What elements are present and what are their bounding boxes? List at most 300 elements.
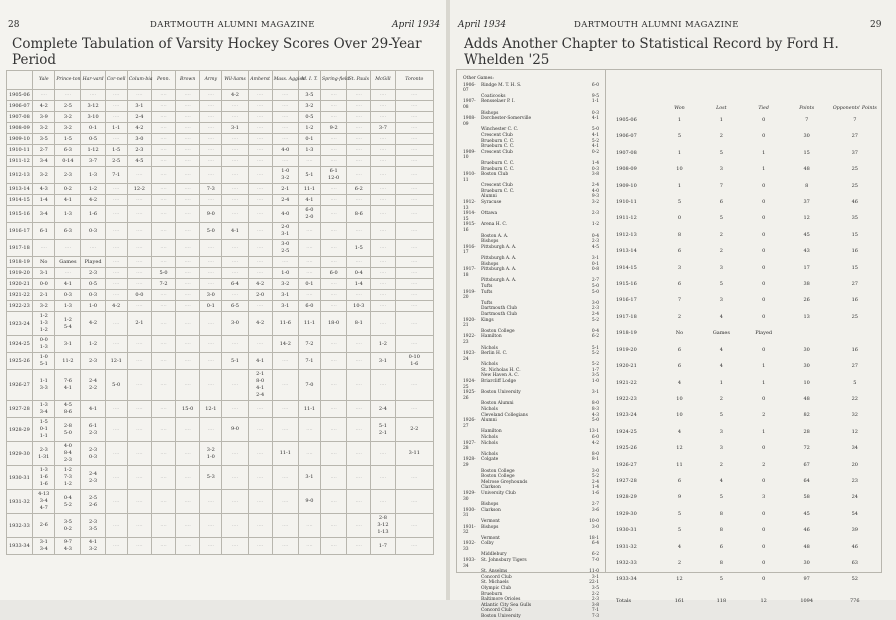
column-header: Penn. xyxy=(151,71,175,90)
other-game-season: 1906-07 xyxy=(463,82,476,94)
score-cell: ···· xyxy=(272,538,298,555)
other-game-score: 2-3 xyxy=(591,597,599,603)
record-cell-tied: 1 xyxy=(762,379,766,386)
score-cell: ···· xyxy=(222,466,248,490)
score-cell: ···· xyxy=(347,223,371,240)
other-game-score: 4-1 xyxy=(591,144,599,150)
score-cell: 4-1 xyxy=(81,401,105,418)
record-cell-opp: 16 xyxy=(851,346,858,353)
other-game-row xyxy=(463,318,603,329)
score-cell: ···· xyxy=(151,538,175,555)
score-cell: 1-2 1-3 1-2 xyxy=(33,312,55,336)
score-cell: ···· xyxy=(395,290,433,301)
score-cell: ···· xyxy=(105,112,127,123)
score-cell: ···· xyxy=(151,301,175,312)
score-cell: ···· xyxy=(395,112,433,123)
other-game-season: 1929-30 xyxy=(463,490,476,502)
score-cell: 3-1 xyxy=(272,290,298,301)
record-cell-year: 1928-29 xyxy=(616,494,637,501)
score-cell: 2-5 xyxy=(105,156,127,167)
record-cell-lost: 2 xyxy=(719,461,723,468)
score-cell: ···· xyxy=(222,145,248,156)
score-cell: ···· xyxy=(395,167,433,184)
score-cell: ···· xyxy=(151,223,175,240)
record-cell-points: 30 xyxy=(803,346,810,353)
score-cell: 2-5 2-6 xyxy=(81,490,105,514)
score-cell: ···· xyxy=(298,257,320,268)
record-cell-points: 30 xyxy=(803,363,810,370)
score-cell: ···· xyxy=(176,206,200,223)
score-cell: ···· xyxy=(371,442,395,466)
score-cell: ···· xyxy=(151,401,175,418)
score-cell: ···· xyxy=(321,90,347,101)
record-row xyxy=(615,457,881,473)
score-cell: ···· xyxy=(222,206,248,223)
other-game-score: 6-0 xyxy=(591,435,599,440)
score-cell: ···· xyxy=(200,112,222,123)
record-cell-won: 4 xyxy=(677,543,682,550)
score-cell: ···· xyxy=(127,195,151,206)
record-cell-opp: 63 xyxy=(851,559,858,566)
score-cell: ···· xyxy=(176,240,200,257)
score-cell: ···· xyxy=(200,370,222,401)
score-cell: ···· xyxy=(176,156,200,167)
score-cell: ···· xyxy=(200,279,222,290)
record-cell-opp: 35 xyxy=(851,215,858,222)
other-game-team: Ottawa xyxy=(481,211,498,217)
score-cell: ···· xyxy=(127,370,151,401)
other-game-row xyxy=(463,379,603,390)
score-cell: ···· xyxy=(176,101,200,112)
other-game-score: 8-0 xyxy=(591,451,599,457)
score-cell: ···· xyxy=(248,134,272,145)
score-cell: ···· xyxy=(105,195,127,206)
record-cell-points: 12 xyxy=(803,215,810,222)
record-cell-lost: Games xyxy=(712,330,730,337)
other-game-team: Boston University xyxy=(481,390,521,396)
other-game-score: 18-1 xyxy=(589,535,599,541)
score-cell: ···· xyxy=(347,90,371,101)
other-game-score: 3-0 xyxy=(591,524,599,530)
score-cell: 3-0 xyxy=(127,134,151,145)
score-cell: ···· xyxy=(176,257,200,268)
score-cell: ···· xyxy=(248,268,272,279)
score-cell: 0-1 xyxy=(298,134,320,145)
score-cell: ···· xyxy=(395,195,433,206)
record-cell-points: 26 xyxy=(803,297,810,304)
score-cell: ···· xyxy=(151,257,175,268)
score-cell: 6-0 xyxy=(321,268,347,279)
table-row xyxy=(7,466,434,490)
record-row xyxy=(615,571,881,587)
score-cell: ···· xyxy=(200,101,222,112)
score-cell: 3-2 xyxy=(55,123,81,134)
score-cell: ···· xyxy=(176,442,200,466)
score-cell: 2-3 xyxy=(81,353,105,370)
other-game-score: 0-4 xyxy=(591,328,599,334)
other-game-season: 1919-20 xyxy=(463,289,476,301)
other-game-team: Bishops xyxy=(481,261,499,267)
other-game-score: 3-5 xyxy=(591,586,599,592)
record-row xyxy=(615,292,881,308)
other-game-team: Nichols xyxy=(481,440,498,446)
record-cell-lost: 1 xyxy=(719,117,723,123)
score-cell: ···· xyxy=(321,206,347,223)
score-cell: ···· xyxy=(127,167,151,184)
other-game-score: 3-2 xyxy=(591,200,599,206)
record-cell-points: 64 xyxy=(803,477,810,484)
other-game-team: Concord Club xyxy=(481,608,512,614)
season-cell: 1930-31 xyxy=(7,466,33,490)
record-cell-points: 97 xyxy=(803,576,810,583)
record-cell-opp: 16 xyxy=(851,297,858,304)
record-cell-year: 1933-34 xyxy=(616,576,637,583)
record-cell-tied: 3 xyxy=(762,494,766,501)
record-cell-year: 1911-12 xyxy=(616,215,637,222)
record-cell-won: 4 xyxy=(677,428,682,435)
score-cell: ···· xyxy=(105,442,127,466)
score-cell: ···· xyxy=(222,167,248,184)
other-game-team: Briarcliff Lodge xyxy=(481,379,517,385)
score-cell: ···· xyxy=(105,134,127,145)
score-cell: 18-0 xyxy=(321,312,347,336)
score-cell: 15-0 xyxy=(176,401,200,418)
score-cell: ···· xyxy=(272,134,298,145)
score-cell: ···· xyxy=(272,257,298,268)
other-game-team: Bishops xyxy=(481,110,499,116)
record-cell-opp: 46 xyxy=(851,543,858,550)
other-game-team: Boston Alumni xyxy=(481,401,514,407)
score-cell: ···· xyxy=(222,240,248,257)
score-cell: 1-3 xyxy=(298,145,320,156)
score-cell: 3-0 2-5 xyxy=(272,240,298,257)
other-game-team: Dartmouth Club xyxy=(481,306,518,312)
other-game-team: Bishops xyxy=(481,502,499,508)
score-cell: 4-2 xyxy=(81,312,105,336)
column-header: Yale xyxy=(33,71,55,90)
score-cell: ···· xyxy=(321,257,347,268)
record-cell-won: 5 xyxy=(677,527,682,534)
other-game-score: 2-7 xyxy=(591,278,599,284)
season-cell: 1918-19 xyxy=(7,257,33,268)
table-row xyxy=(7,145,434,156)
record-cell-won: 8 xyxy=(677,231,682,238)
other-game-score: 5-0 xyxy=(591,283,599,289)
score-cell: ···· xyxy=(127,206,151,223)
score-cell: ···· xyxy=(151,134,175,145)
score-cell: ···· xyxy=(151,156,175,167)
record-cell-lost: 8 xyxy=(719,527,723,534)
score-cell: ···· xyxy=(176,370,200,401)
score-cell: ···· xyxy=(298,223,320,240)
score-cell: ···· xyxy=(222,514,248,538)
score-cell: ···· xyxy=(200,257,222,268)
score-cell: ···· xyxy=(321,223,347,240)
record-cell-opp xyxy=(829,325,881,341)
score-cell: ···· xyxy=(176,223,200,240)
score-cell: 1-0 3-2 xyxy=(272,167,298,184)
score-cell: 2-8 5-0 xyxy=(55,418,81,442)
score-cell: 0-5 xyxy=(81,279,105,290)
score-cell: ···· xyxy=(272,514,298,538)
other-game-row xyxy=(463,558,603,569)
record-cell-opp: 54 xyxy=(851,510,858,517)
column-header: Army xyxy=(200,71,222,90)
score-cell: ···· xyxy=(321,184,347,195)
other-game-row xyxy=(463,525,603,536)
record-cell-year: 1909-10 xyxy=(616,182,637,189)
other-game-team: Vermont xyxy=(481,535,500,541)
score-cell: ···· xyxy=(395,240,433,257)
record-cell-year: 1924-25 xyxy=(616,428,637,435)
other-game-score: 7-3 xyxy=(591,614,599,619)
score-cell: 0-0 xyxy=(33,279,55,290)
other-game-score: 6-2 xyxy=(591,334,599,340)
record-cell-lost: 5 xyxy=(719,576,723,583)
record-box xyxy=(456,69,882,619)
record-cell-won: 6 xyxy=(677,248,682,255)
record-cell-year: 1908-09 xyxy=(616,166,637,173)
score-cell: ···· xyxy=(321,290,347,301)
score-cell: ···· xyxy=(200,336,222,353)
score-cell: ···· xyxy=(321,101,347,112)
score-cell: 1-6 xyxy=(81,206,105,223)
score-cell: ···· xyxy=(272,418,298,442)
other-game-team: Melrose Greyhounds xyxy=(481,479,528,485)
score-cell: 4-0 8-4 2-3 xyxy=(55,442,81,466)
score-cell: ···· xyxy=(151,240,175,257)
record-cell-lost: 5 xyxy=(719,281,723,288)
other-game-score: 6-2 xyxy=(591,552,599,558)
score-cell: ···· xyxy=(81,90,105,101)
score-cell: ···· xyxy=(272,401,298,418)
score-cell: 2-4 xyxy=(127,112,151,123)
score-cell: 1-12 xyxy=(81,145,105,156)
score-cell: 2-8 3-12 1-13 xyxy=(371,514,395,538)
score-cell: ···· xyxy=(248,223,272,240)
score-cell: 4-1 xyxy=(55,195,81,206)
score-cell: 5-1 xyxy=(298,167,320,184)
record-cell-points: 45 xyxy=(803,231,810,238)
score-cell: ···· xyxy=(200,490,222,514)
other-game-team: Clarkson xyxy=(481,485,501,491)
other-game-row xyxy=(463,200,603,211)
score-cell: ···· xyxy=(222,490,248,514)
other-game-score: 3-5 xyxy=(591,373,599,379)
record-cell-lost: 3 xyxy=(719,297,723,304)
totals-cell-points: 1094 xyxy=(800,597,814,604)
other-game-score: 2-3 xyxy=(591,239,599,245)
score-cell: ···· xyxy=(222,257,248,268)
score-cell: 1-0 5-1 xyxy=(33,353,55,370)
other-game-team: Colgate xyxy=(481,457,499,463)
score-cell: ···· xyxy=(200,123,222,134)
column-header: Har-vard xyxy=(81,71,105,90)
season-cell: 1913-14 xyxy=(7,184,33,195)
score-cell: ···· xyxy=(127,401,151,418)
score-cell: ···· xyxy=(55,240,81,257)
other-game-team: Brueburn C. C. xyxy=(481,144,515,150)
totals-row xyxy=(615,588,881,609)
score-cell: 12-1 xyxy=(200,401,222,418)
score-cell: 2-1 xyxy=(272,184,298,195)
record-cell-won: 9 xyxy=(677,494,682,501)
score-cell: ···· xyxy=(272,353,298,370)
score-cell: 10-3 xyxy=(347,301,371,312)
score-cell: 2-4 xyxy=(371,401,395,418)
score-cell: ···· xyxy=(298,538,320,555)
record-cell-lost: 8 xyxy=(719,510,723,517)
table-row xyxy=(7,268,434,279)
record-cell-year: 1920-21 xyxy=(616,363,637,370)
other-game-score: 5-0 xyxy=(591,418,599,424)
score-cell: 0-3 xyxy=(55,290,81,301)
score-cell: ···· xyxy=(347,112,371,123)
score-cell: ···· xyxy=(248,336,272,353)
score-cell: ···· xyxy=(105,290,127,301)
other-game-score: 4-2 xyxy=(591,440,599,446)
table-row xyxy=(7,514,434,538)
record-cell-opp: 12 xyxy=(851,428,858,435)
record-cell-won: 6 xyxy=(677,363,682,370)
table-row xyxy=(7,240,434,257)
record-cell-year: 1917-18 xyxy=(616,313,637,320)
record-cell-year: 1913-14 xyxy=(616,248,637,255)
score-cell: ···· xyxy=(176,466,200,490)
score-cell: 3-5 xyxy=(33,134,55,145)
record-cell-opp: 25 xyxy=(851,313,858,320)
score-cell: 3-2 xyxy=(298,101,320,112)
score-cell: ···· xyxy=(248,466,272,490)
score-cell: 1-0 xyxy=(81,301,105,312)
other-game-team: St. Anselms xyxy=(481,569,508,575)
score-cell: ···· xyxy=(371,206,395,223)
score-cell: ···· xyxy=(127,336,151,353)
other-games-label: Other Games: xyxy=(463,76,494,81)
score-cell: 1-2 xyxy=(298,123,320,134)
other-game-season: 1925-26 xyxy=(463,390,476,401)
other-game-season: 1912-13 xyxy=(463,200,476,211)
other-game-team: Tufts xyxy=(481,300,493,306)
record-cell-opp: 34 xyxy=(851,445,858,452)
score-cell: No xyxy=(33,257,55,268)
score-cell: ···· xyxy=(248,167,272,184)
score-cell: 7-2 xyxy=(298,336,320,353)
record-cell-tied: 0 xyxy=(762,231,766,238)
score-cell: 3-5 0-2 xyxy=(55,514,81,538)
score-cell: 0-0 xyxy=(127,290,151,301)
record-cell-opp: 52 xyxy=(851,576,858,583)
score-cell: 7-2 xyxy=(151,279,175,290)
record-row xyxy=(615,358,881,374)
other-game-score: 4-1 xyxy=(591,116,599,122)
score-cell: ···· xyxy=(347,514,371,538)
score-cell: ···· xyxy=(371,223,395,240)
score-cell: ···· xyxy=(200,167,222,184)
score-cell: 1-1 xyxy=(105,123,127,134)
column-header: Amherst xyxy=(248,71,272,90)
score-cell: ···· xyxy=(347,490,371,514)
table-row xyxy=(7,257,434,268)
score-cell: 7-1 xyxy=(298,353,320,370)
season-cell: 1931-32 xyxy=(7,490,33,514)
score-cell: ···· xyxy=(176,195,200,206)
other-game-season: 1926-27 xyxy=(463,418,476,429)
score-cell: 1-1 3-3 xyxy=(33,370,55,401)
score-cell: ···· xyxy=(55,90,81,101)
season-cell: 1923-24 xyxy=(7,312,33,336)
hockey-scores-table xyxy=(6,70,434,555)
score-cell: ···· xyxy=(321,370,347,401)
other-game-score: 1-0 xyxy=(591,379,599,385)
record-cell-year: 1915-16 xyxy=(616,281,637,288)
table-row xyxy=(7,206,434,223)
score-cell: 6-0 xyxy=(298,301,320,312)
other-game-team: Coaticooks xyxy=(481,93,506,99)
score-cell: ···· xyxy=(151,312,175,336)
record-row xyxy=(615,243,881,259)
score-cell: 9-2 xyxy=(321,123,347,134)
table-row xyxy=(7,167,434,184)
score-cell: 4-1 xyxy=(222,223,248,240)
season-cell: 1905-06 xyxy=(7,90,33,101)
season-cell: 1919-20 xyxy=(7,268,33,279)
divider xyxy=(605,70,606,572)
score-cell: ···· xyxy=(395,223,433,240)
record-cell-points: 45 xyxy=(803,510,810,517)
other-game-team: Boston A. A. xyxy=(481,233,509,239)
score-cell: ···· xyxy=(105,418,127,442)
other-game-score: 1-7 xyxy=(591,367,599,373)
other-game-team: Pittsburgh A. A. xyxy=(481,278,517,284)
score-cell: ···· xyxy=(33,240,55,257)
record-cell-lost: 3 xyxy=(719,428,723,435)
other-game-season: 1907-08 xyxy=(463,99,476,110)
score-cell: 0-0 1-3 xyxy=(33,336,55,353)
other-game-team: Hamilton xyxy=(481,334,502,340)
score-cell: ···· xyxy=(371,112,395,123)
score-cell: ···· xyxy=(200,195,222,206)
record-row xyxy=(615,522,881,538)
score-cell: ···· xyxy=(222,442,248,466)
other-game-team: Rindge M. T. H. S. xyxy=(481,82,522,88)
score-cell: 1-7 xyxy=(371,538,395,555)
score-cell: ···· xyxy=(176,336,200,353)
score-cell: ···· xyxy=(151,442,175,466)
score-cell: ···· xyxy=(248,195,272,206)
score-cell: ···· xyxy=(395,370,433,401)
score-cell: ···· xyxy=(321,134,347,145)
score-cell: 4-2 xyxy=(33,101,55,112)
score-cell: ···· xyxy=(272,156,298,167)
score-cell: ···· xyxy=(321,418,347,442)
score-cell: 4-1 xyxy=(298,195,320,206)
left-running-head: DARTMOUTH ALUMNI MAGAZINE xyxy=(150,20,315,30)
other-game-score: 2-7 xyxy=(591,502,599,508)
score-cell: ···· xyxy=(347,123,371,134)
score-cell: ···· xyxy=(272,90,298,101)
score-cell: ···· xyxy=(151,466,175,490)
score-cell: ···· xyxy=(200,312,222,336)
record-cell-tied: 0 xyxy=(762,264,766,271)
score-cell: ···· xyxy=(347,353,371,370)
record-row xyxy=(615,325,881,341)
score-cell: ···· xyxy=(371,90,395,101)
score-cell: 3-1 xyxy=(222,123,248,134)
score-cell: 3-2 xyxy=(55,112,81,123)
score-cell: ···· xyxy=(248,514,272,538)
record-cell-points: 67 xyxy=(803,461,810,468)
